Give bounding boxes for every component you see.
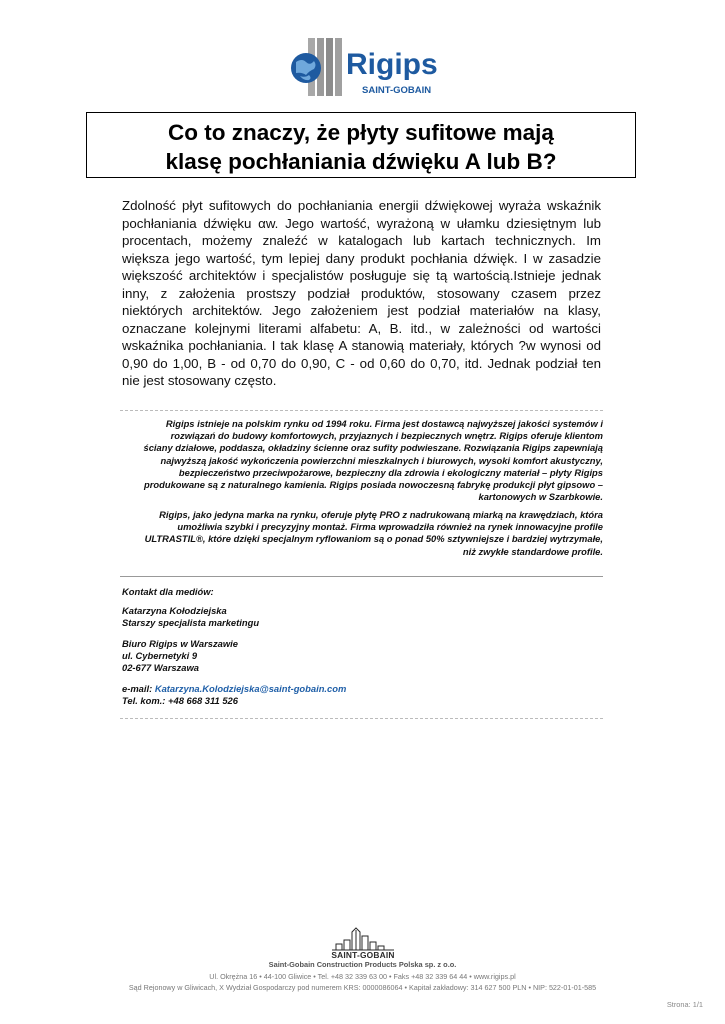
about-line: Rigips istnieje na polskim rynku od 1994 roku. Firma jest dostawcą najwyższej jakości systemów i [165,418,603,429]
brand-name: Rigips [346,48,438,81]
contact-role: Starszy specjalista marketingu [122,617,260,629]
contact-phone: Tel. kom.: +48 668 311 526 [122,695,238,707]
contact-email-line [122,683,602,695]
contact-heading-block [122,586,602,598]
dashed-divider [120,718,603,719]
about-line: bezpieczeństwo przeciwpożarowe, bezpieczny dla zdrowia i ekologiczny materiał – płyty Rigips [178,466,603,478]
about-line: kartonowych w Szarbkowie. [478,491,603,503]
body-line: pochłaniania dźwięku αw. Jego wartość, wyrażoną w ułamku dziesiętnym lub [122,215,601,231]
page-number: Strona: 1/1 [666,1000,703,1009]
body-line: 0,90 do 1,00, B - od 0,70 do 0,90, C - od 0,60 do 0,70, itd. Jednak podział ten [122,355,601,371]
contact-city: 02-677 Warszawa [122,662,199,674]
contact-person-block [122,605,602,629]
rigips-logo [288,38,440,100]
contact-address-block [122,638,602,675]
contact-channels-block [122,683,602,707]
saint-gobain-logo [318,926,408,962]
footer-logo-text: SAINT-GOBAIN [331,950,395,960]
about-line: rozwiązań do budowy komfortowych, przyjaznych i bezpiecznych wnętrz. Rigips oferuje klientom [170,430,603,442]
about-line: Rigips, jako jedyna marka na rynku, oferuje płytę PRO z nadrukowaną miarką na krawędziach, która [159,509,603,520]
about-line: niż zwykłe standardowe profile. [462,545,603,557]
about-line: ściany działowe, poddasza, okładziny ścienne oraz sufity podwieszane. Rozwiązania Rigips zapewniają [143,442,603,454]
body-line: niektórych architektów. Jego założeniem jest podział materiałów na klasy, [122,303,601,318]
contact-name: Katarzyna Kołodziejska [122,605,227,616]
about-paragraph-2 [118,509,603,558]
email-label: e-mail: [122,683,155,694]
solid-divider [120,576,603,577]
page-title [86,112,636,178]
about-line: umożliwia szybki i precyzyjny montaż. Firma wprowadziła również na rynek innowacyjne profile [177,521,603,533]
body-line: wskaźnika pochłaniania. I tak klasę A stanowią materiały, których ?w wynosi od [122,338,601,353]
about-paragraph-1 [118,418,603,503]
email-link[interactable]: Katarzyna.Kolodziejska@saint-gobain.com [154,683,347,694]
body-line: Zdolność płyt sufitowych do pochłaniania energii dźwiękowej wyraża wskaźnik [122,198,601,213]
contact-heading: Kontakt dla mediów: [122,586,214,597]
body-line: procentach, możemy znaleźć w katalogach lub kartach technicznych. Im [122,233,601,248]
about-line: ULTRASTIL®, które dzięki specjalnym ryflowaniom są o ponad 50% sztywniejsze i bardziej wytrzymałe, [144,533,603,545]
contact-street: ul. Cybernetyki 9 [122,650,198,662]
body-line: oznaczane kolejnymi literami alfabetu: A, B. itd., w zależności od wartości [122,320,601,336]
dashed-divider [120,410,603,411]
body-line: większa jego wartość, tym lepiej dany produkt pochłania dźwięk. I w zasadzie [122,250,601,266]
about-line: najwyższą jakość wykończenia powierzchni mieszkalnych i biurowych, wysoki komfort akustyczny, [160,454,603,466]
body-line: nie jest stosowany często. [122,373,277,388]
body-line: większość architektów i specjalistów posługuje się tą wartością.Istnieje jednak [122,268,601,283]
about-line: produkowane są z naturalnego kamienia. Rigips posiada nowoczesną fabrykę produkcji płyt gipsowo – [144,479,603,491]
title-line-1: Co to znaczy, że płyty sufitowe mają [168,120,554,145]
brand-sub: SAINT-GOBAIN [362,85,432,96]
contact-office: Biuro Rigips w Warszawie [122,638,238,649]
footer-address: Ul. Okrężna 16 • 44-100 Gliwice • Tel. +48 32 339 63 00 • Faks +48 32 339 64 44 • www.rigips.pl [209,972,516,981]
body-line: inny, z założenia prostszy podział produktów, stosowany czasem przez [122,285,601,301]
title-line-2: klasę pochłaniania dźwięku A lub B? [165,149,557,174]
body-paragraph [122,197,601,390]
footer-company: Saint-Gobain Construction Products Polska sp. z o.o. [268,960,457,969]
footer-registry: Sąd Rejonowy w Gliwicach, X Wydział Gospodarczy pod numerem KRS: 0000086064 • Kapitał zakładowy: 314 627 500 PLN • NIP: 522-01-01-585 [128,983,597,992]
